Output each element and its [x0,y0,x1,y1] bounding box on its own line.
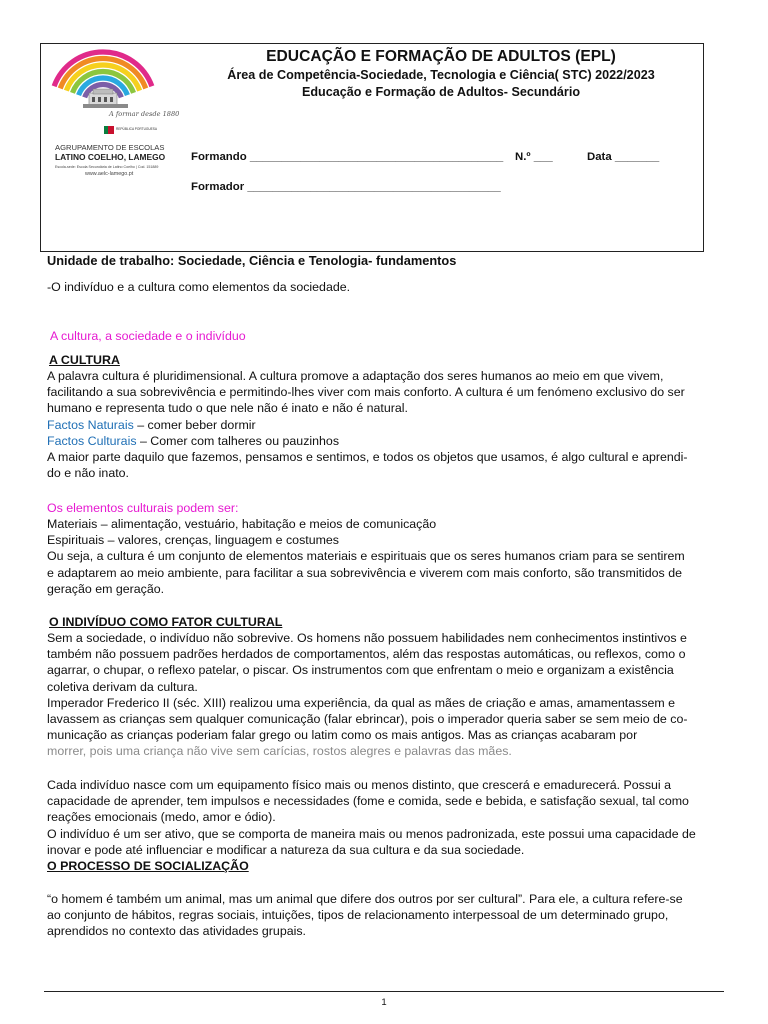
republica-emblem-icon [104,126,114,134]
text-line: humano e representa tudo o que nele não é inato e não é natural. [47,401,408,416]
numero-field[interactable]: N.º ___ [515,151,553,163]
individuo-paragraph-1 [47,630,723,760]
text-line: O indivíduo é um ser ativo, que se comporta de maneira mais ou menos padronizada, este possui uma capacidade de [47,826,696,841]
factos-naturais-line [47,417,723,433]
logo-org-top: REPÚBLICA PORTUGUESA [116,127,158,131]
text-line: reações emocionais (medo, amor e ódio). [47,810,276,825]
elementos-espirituais: Espirituais – valores, crenças, linguagem e costumes [47,533,340,548]
text-line: facilitando a sua sobrevivência e permitindo-lhes viver com mais conforto. A cultura é um fenómeno exclusivo do ser [47,385,685,400]
text-line: “o homem é também um animal, mas um animal que difere dos outros por ser cultural”. Para ele, a cultura refere-se [47,892,683,906]
formador-field[interactable]: Formador ________________________________________ [191,181,501,193]
text-line: ao conjunto de hábitos, regras sociais, intuições, tipos de relacionamento interpessoal de um determinado grupo, [47,908,669,923]
factos-culturais-label: Factos Culturais [47,433,137,448]
heading-elementos: Os elementos culturais podem ser: [47,501,239,515]
heading-individuo: O INDIVÍDUO COMO FATOR CULTURAL [49,615,283,629]
text-line: Sem a sociedade, o indivíduo não sobrevive. Os homens não possuem habilidades nem conhecimentos instintivos e [47,631,687,645]
logo-website: www.aelc-lamego.pt [85,171,134,177]
logo-org-line2: LATINO COELHO, LAMEGO [55,152,166,162]
document-subtitle-area: Área de Competência-Sociedade, Tecnologia e Ciência( STC) 2022/2023 [227,68,655,82]
text-line: lavassem as crianças sem qualquer comunicação (falar ebrincar), pois o imperador queria saber se sem meio de co- [47,712,688,727]
elementos-materiais: Materiais – alimentação, vestuário, habitação e meios de comunicação [47,517,437,531]
text-line: do e não inato. [47,466,129,481]
page-number: 1 [381,997,387,1008]
text-line: A maior parte daquilo que fazemos, pensamos e sentimos, e todos os objetos que usamos, é algo cultural e aprendi- [47,450,688,465]
grey-text-line: morrer, pois uma criança não vive sem carícias, rostos alegres e palavras das mães. [47,744,512,759]
text-line: inovar e pode até influenciar e modificar a natureza da sua cultura e da sua sociedade. [47,842,525,857]
school-logo [47,44,185,184]
section-title: A cultura, a sociedade e o indivíduo [50,329,246,343]
text-line: geração em geração. [47,581,165,596]
text-line: Imperador Frederico II (séc. XIII) realizou uma experiência, da qual as mães de criação e amas, amamentassem e [47,695,676,710]
text-line: aprendidos no contexto das atividades grupais. [47,924,306,939]
socializacao-paragraph [47,891,723,940]
formando-field[interactable]: Formando ________________________________________ [191,151,504,163]
text-line: capacidade de aprender, tem impulsos e necessidades (fome e comida, sede e bebida, e satisfação sexual, tal como [47,794,689,809]
logo-org-line1: AGRUPAMENTO DE ESCOLAS [55,143,165,152]
text-line: municação as crianças poderiam falar grego ou latim como os mais antigos. Mas as crianças acabaram por [47,728,638,743]
data-field[interactable]: Data _______ [587,151,660,163]
text-line: coletiva derivam da cultura. [47,679,198,694]
logo-tagline: A formar desde 1880 [109,110,180,118]
factos-culturais-line [47,433,723,449]
text-line: também não possuem padrões herdados de comportamentos, além das respostas automáticas, ou reflexos, como o [47,647,686,662]
text-line: agarrar, o chupar, o reflexo patelar, o piscar. Os instrumentos com que enfrentam o meio e organizam a existência [47,663,674,678]
factos-culturais-text: – Comer com talheres ou pauzinhos [136,433,340,448]
intro-line: -O indivíduo e a cultura como elementos da sociedade. [47,280,351,294]
factos-naturais-label: Factos Naturais [47,417,134,432]
cultura-paragraph-1 [47,368,723,481]
text-line: e adaptarem ao meio ambiente, para facilitar a sua sobrevivência e viverem com mais conforto, são transmitidos de [47,565,682,580]
logo-org-line3: Escola-sede: Escola Secundária de Latino Coelho | Cod. 151889 [55,165,159,169]
text-line: A palavra cultura é pluridimensional. A cultura promove a adaptação dos seres humanos ao meio em que vivem, [47,369,664,383]
document-subtitle-course: Educação e Formação de Adultos- Secundário [301,85,581,99]
heading-socializacao: O PROCESSO DE SOCIALIZAÇÃO [47,859,249,873]
individuo-paragraph-2 [47,777,723,858]
text-line: Ou seja, a cultura é um conjunto de elementos materiais e espirituais que os seres humanos criam para se sentirem [47,549,685,564]
factos-naturais-text: – comer beber dormir [133,417,256,432]
elementos-paragraph [47,516,723,597]
header-box [40,43,704,252]
document-title: EDUCAÇÃO E FORMAÇÃO DE ADULTOS (EPL) [266,48,616,65]
text-line: Cada indivíduo nasce com um equipamento físico mais ou menos distinto, que crescerá e emadurecerá. Possui a [47,778,671,792]
unit-title: Unidade de trabalho: Sociedade, Ciência e Tenologia- fundamentos [47,253,457,268]
heading-cultura: A CULTURA [49,353,120,367]
footer-divider [44,991,724,992]
